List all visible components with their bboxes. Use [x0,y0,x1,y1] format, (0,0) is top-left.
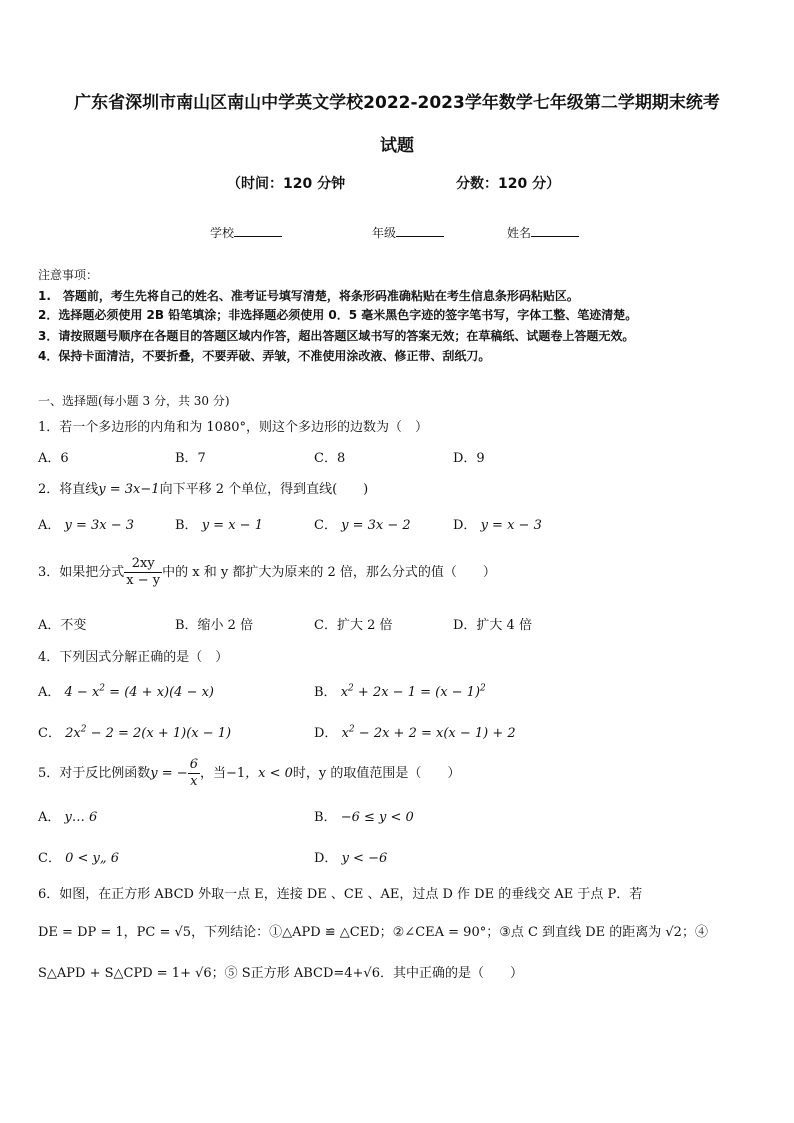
q6-line2: DE = DP = 1，PC = √5，下列结论：①△APD ≌ △CED；②∠CEA = 90°；③点 C 到直线 DE 的距离为 √2；④ [38,925,708,940]
q5-cond-text: ，当−1 [199,766,246,781]
q4-option-c-expr: $2x^2 - 2 = 2(x + 1)(x - 1)$ [65,724,232,741]
q5-option-b-label: B． [314,810,337,825]
q4-option-a-expr: $4 - x^2 = (4 + x)(4 - x)$ [64,683,214,700]
q2-expr: y = 3x−1 [98,482,160,497]
q1-option-a: A．6 [38,451,69,466]
q5-fraction [188,757,200,790]
q3-option-a: A．不变 [38,618,87,633]
q4-stem: 4．下列因式分解正确的是（ ） [38,650,229,665]
q3-suffix: 中的 x 和 y 都扩大为原来的 2 倍，那么分式的值（ ） [162,565,496,580]
grade-field [372,224,444,241]
q2-option-b [175,514,263,533]
q3-stem [38,556,496,589]
q4-option-b-label: B． [314,685,337,700]
section-heading: 一、选择题(每小题 3 分，共 30 分) [38,394,230,408]
q5-func-lhs: y = − [150,766,188,781]
q3-option-c: C．扩大 2 倍 [314,618,393,633]
q2-option-c-label: C． [314,518,337,533]
notice-item-3: 3．请按照题号顺序在各题目的答题区域内作答，超出答题区域书写的答案无效；在草稿纸、试题卷上答题无效。 [38,329,635,343]
q5-option-c [38,847,119,866]
q5-option-a [38,806,97,825]
q2-option-d-label: D． [453,518,477,533]
q4-option-c [38,722,231,741]
q2-option-a-expr: y = 3x − 3 [64,518,135,533]
name-field [507,224,579,241]
q2-suffix: 向下平移 2 个单位，得到直线( ) [159,482,369,497]
q2-prefix: 2．将直线 [38,482,99,497]
q5-stem [38,757,460,790]
q5-option-c-expr: 0 < y„ 6 [65,851,120,866]
q5-option-d-expr: y < −6 [341,851,388,866]
exam-title-line1: 广东省深圳市南山区南山中学英文学校2022-2023学年数学七年级第二学期期末统考 [74,93,720,113]
q5-option-d-label: D． [314,851,338,866]
q5-option-b-expr: −6 ≤ y < 0 [340,810,414,825]
notice-item-2: 2．选择题必须使用 2B 铅笔填涂；非选择题必须使用 0．5 毫米黑色字迹的签字笔书写，字体工整、笔迹清楚。 [38,308,638,322]
q5-option-a-expr: y… 6 [64,810,98,825]
school-blank [234,225,282,237]
q3-prefix: 3．如果把分式 [38,565,125,580]
q5-numerator: 6 [189,757,198,772]
q5-suffix: 时，y 的取值范围是（ ） [292,766,461,781]
q2-option-c [314,514,411,533]
q3-denominator: x − y [126,573,161,588]
exam-score: 分数：120 分） [456,176,561,192]
q3-numerator: 2xy [124,556,162,573]
grade-label: 年级 [372,226,397,240]
q5-option-c-label: C． [38,851,61,866]
q2-option-a-label: A． [38,518,61,533]
notice-heading: 注意事项： [38,268,99,282]
name-blank [531,225,579,237]
q1-option-c: C．8 [314,451,346,466]
q2-option-a [38,514,134,533]
q4-option-d-expr: $x^2 - 2x + 2 = x(x - 1) + 2$ [341,724,516,741]
q2-option-d [453,514,542,533]
notice-item-1: 1. 答题前，考生先将自己的姓名、准考证号填写清楚，将条形码准确粘贴在考生信息条形码粘贴区。 [38,289,579,303]
q4-option-b-expr: $x^2 + 2x - 1 = (x - 1)^2$ [340,683,486,700]
q3-fraction [124,556,162,589]
q6-line3: S△APD + S△CPD = 1+ √6；⑤ S正方形 ABCD=4+√6．其中正确的是（ ） [38,966,523,981]
q5-cond-expr: ，x < 0 [245,766,293,781]
q5-prefix: 5．对于反比例函数 [38,766,151,781]
q4-option-d-label: D． [314,726,338,741]
q1-stem: 1．若一个多边形的内角和为 1080°，则这个多边形的边数为（ ） [38,420,428,435]
q2-option-d-expr: y = x − 3 [480,518,542,533]
q4-option-a [38,681,214,700]
q2-stem [38,478,368,497]
school-field [210,224,282,241]
q1-option-b: B．7 [175,451,206,466]
q4-option-b [314,681,486,700]
q1-option-d: D．9 [453,451,485,466]
q4-option-d [314,722,516,741]
school-label: 学校 [210,226,235,240]
exam-time: （时间：120 分钟 [227,176,346,192]
exam-title-line2: 试题 [380,136,414,156]
q3-option-d: D．扩大 4 倍 [453,618,532,633]
q4-option-c-label: C． [38,726,61,741]
q2-option-b-label: B． [175,518,198,533]
notice-item-4: 4．保持卡面清洁，不要折叠，不要弄破、弄皱，不准使用涂改液、修正带、刮纸刀。 [38,349,491,363]
q6-line1: 6．如图，在正方形 ABCD 外取一点 E，连接 DE 、CE 、AE，过点 D 作 DE 的垂线交 AE 于点 P．若 [38,887,643,902]
q5-option-a-label: A． [38,810,61,825]
q5-option-d [314,847,387,866]
q4-option-a-label: A． [38,685,61,700]
q5-denominator: x [190,774,198,789]
q2-option-b-expr: y = x − 1 [201,518,263,533]
q2-option-c-expr: y = 3x − 2 [341,518,411,533]
name-label: 姓名 [507,226,532,240]
q3-option-b: B．缩小 2 倍 [175,618,254,633]
grade-blank [396,225,444,237]
q5-option-b [314,806,414,825]
